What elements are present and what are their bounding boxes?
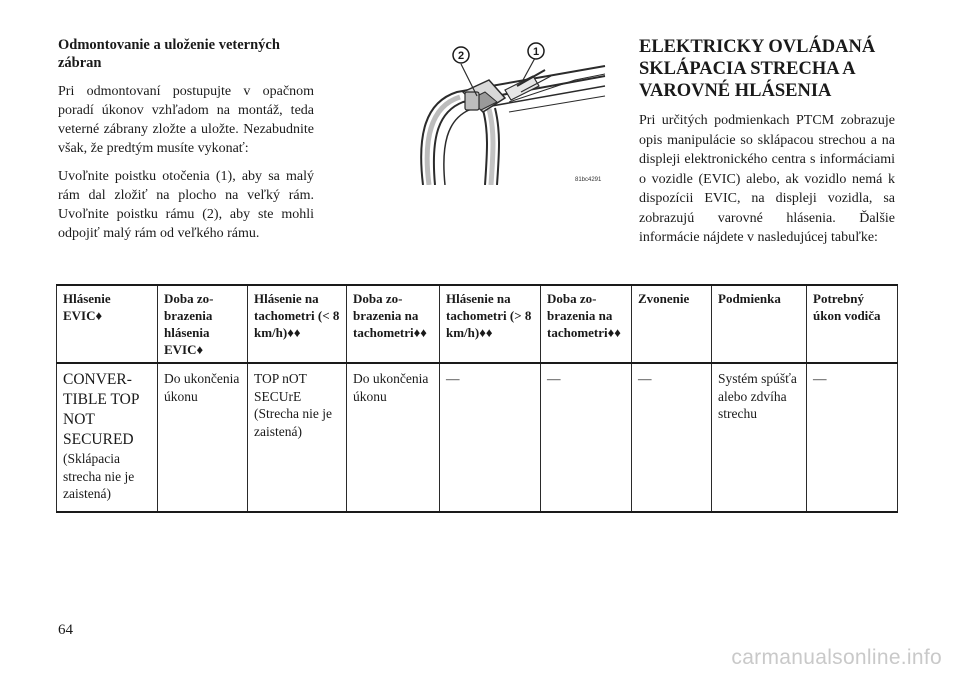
header-cluster-message-low: Hlásenie na tachometri (< 8 km/h)♦♦ bbox=[248, 285, 347, 363]
cell-cluster-duration-low: Do ukončenia úkonu bbox=[347, 363, 440, 512]
paragraph-removal: Pri odmontovaní postupujte v opačnom poradí úkonov vzhľadom na montáž, teda veterné zábrany zložte a uložte. Nezabudnite však, že predtým musíte vykonať: bbox=[58, 84, 314, 156]
evic-message-main: CONVERTIBLE TOP NOT SECURED bbox=[63, 371, 139, 448]
header-chime: Zvonenie bbox=[632, 285, 712, 363]
header-driver-action: Potrebný úkon vodiča bbox=[807, 285, 898, 363]
callout-2-label: 2 bbox=[457, 50, 465, 62]
page-number: 64 bbox=[58, 622, 73, 638]
cell-condition: Systém spúšťa alebo zdvíha strechu bbox=[712, 363, 807, 512]
cell-cluster-message-high: — bbox=[440, 363, 541, 512]
warning-messages-table bbox=[56, 284, 898, 513]
left-column bbox=[58, 36, 314, 252]
table-row bbox=[57, 363, 898, 512]
header-cluster-duration-low: Doba zobrazenia na tachometri♦♦ bbox=[347, 285, 440, 363]
table-header-row bbox=[57, 285, 898, 363]
right-column bbox=[639, 36, 895, 248]
header-cluster-duration-high: Doba zobrazenia na tachometri♦♦ bbox=[541, 285, 632, 363]
intro-paragraph: Pri určitých podmienkach PTCM zobrazuje opis manipulácie so sklápacou strechou a na displeji elektronického centra s informáciami o vozidle (EVIC) alebo, ak vozidlo nemá k dispozícii EVIC, na displeji vozidla, sa zobrazujú varovné hlásenia. Ďalšie informácie nájdete v nasledujúcej tabuľke: bbox=[639, 113, 895, 245]
cell-driver-action: — bbox=[807, 363, 898, 512]
chapter-heading: ELEKTRICKY OVLÁDANÁ SKLÁPACIA STRECHA A VAROVNÉ HLÁSENIA bbox=[639, 37, 876, 101]
cell-evic-duration: Do ukončenia úkonu bbox=[158, 363, 248, 512]
cell-evic-message bbox=[57, 363, 158, 512]
cell-cluster-message-low: TOP nOT SECUrE (Strecha nie je zaistená) bbox=[248, 363, 347, 512]
header-evic-message: Hlásenie EVIC♦ bbox=[57, 285, 158, 363]
cell-chime: — bbox=[632, 363, 712, 512]
wind-deflector-figure bbox=[405, 40, 607, 185]
callout-1-label: 1 bbox=[532, 46, 540, 58]
site-watermark: carmanualsonline.info bbox=[731, 646, 942, 669]
figure-code: 81bc4291 bbox=[575, 177, 602, 183]
evic-message-sub: (Sklápacia strecha nie je zaistená) bbox=[63, 451, 135, 501]
frame-illustration bbox=[405, 40, 607, 185]
header-condition: Podmienka bbox=[712, 285, 807, 363]
cell-cluster-duration-high: — bbox=[541, 363, 632, 512]
paragraph-release: Uvoľnite poistku otočenia (1), aby sa malý rám dal zložiť na plocho na veľký rám. Uvoľnite poistku rámu (2), aby ste mohli odpojiť malý rám od veľkého rámu. bbox=[58, 169, 314, 241]
section-heading: Odmontovanie a uloženie veterných zábran bbox=[58, 37, 280, 71]
header-cluster-message-high: Hlásenie na tachometri (> 8 km/h)♦♦ bbox=[440, 285, 541, 363]
header-evic-duration: Doba zobrazenia hlásenia EVIC♦ bbox=[158, 285, 248, 363]
